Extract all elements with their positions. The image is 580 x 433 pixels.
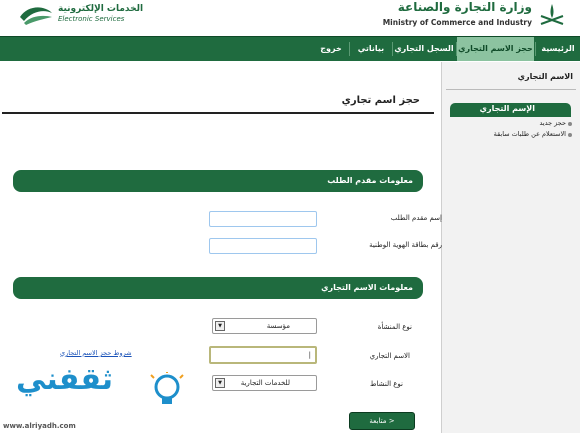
national-id-label: رقم بطاقة الهوية الوطنية [369, 241, 442, 249]
entity-type-label: نوع المنشأة [377, 323, 412, 331]
watermark-logo-text: ثقفني [16, 362, 114, 397]
nav-divider [349, 42, 350, 56]
nav-divider [456, 42, 457, 56]
section-trade-name-info [13, 277, 423, 299]
next-button[interactable]: متابعة > [349, 412, 415, 430]
main-nav [0, 36, 580, 61]
nav-logout[interactable]: خروج [320, 44, 342, 53]
trade-name-field[interactable] [209, 346, 317, 364]
nav-my-data[interactable]: بياناتي [357, 44, 385, 53]
entity-type-value: مؤسسة [266, 322, 290, 330]
section-applicant-info [13, 170, 423, 192]
nav-divider [392, 42, 393, 56]
eservices-title-en: Electronic Services [58, 15, 125, 23]
nav-home[interactable]: الرئيسية [541, 44, 575, 53]
sidebar-item-new-reservation[interactable]: حجز جديد [539, 119, 566, 127]
eservices-logo-icon [18, 3, 54, 25]
trade-name-label: الاسم التجاري [369, 352, 410, 360]
activity-type-value: للخدمات التجارية [240, 379, 290, 387]
section-title: معلومات الاسم التجاري [321, 283, 413, 292]
page-title: حجز اسم تجاري [341, 95, 420, 106]
sidebar-divider [446, 89, 576, 90]
bullet-icon [568, 122, 572, 126]
entity-type-select[interactable] [212, 318, 317, 334]
applicant-name-field[interactable] [209, 211, 317, 227]
sidebar [441, 62, 580, 433]
saudi-emblem-icon [538, 2, 566, 30]
lightbulb-icon [150, 372, 184, 408]
terms-link[interactable]: شروط حجز الاسم التجاري [60, 349, 132, 357]
activity-type-label: نوع النشاط [369, 380, 403, 388]
ministry-name-ar: وزارة التجارة والصناعة [397, 0, 532, 14]
source-url: www.alriyadh.com [3, 422, 76, 430]
title-divider [2, 112, 434, 114]
nav-reserve-trade-name[interactable]: حجز الاسم التجاري [457, 37, 534, 61]
sidebar-panel-label: الإسم التجاري [479, 104, 535, 113]
chevron-down-icon[interactable]: ▼ [215, 378, 225, 388]
ministry-name-en: Ministry of Commerce and Industry [382, 18, 532, 27]
applicant-name-label: إسم مقدم الطلب [390, 214, 442, 222]
activity-type-select[interactable] [212, 375, 317, 391]
nav-divider [535, 42, 536, 56]
eservices-title-ar: الخدمات الإلكترونية [58, 4, 144, 14]
section-title: معلومات مقدم الطلب [327, 176, 413, 185]
chevron-down-icon[interactable]: ▼ [215, 321, 225, 331]
sidebar-title: الاسم التجاري [517, 72, 573, 81]
bullet-icon [568, 133, 572, 137]
text-cursor-icon: | [308, 351, 311, 359]
sidebar-item-previous-requests[interactable]: الاستعلام عن طلبات سابقة [493, 130, 566, 138]
national-id-field[interactable] [209, 238, 317, 254]
nav-commercial-register[interactable]: السجل التجاري [394, 44, 454, 53]
